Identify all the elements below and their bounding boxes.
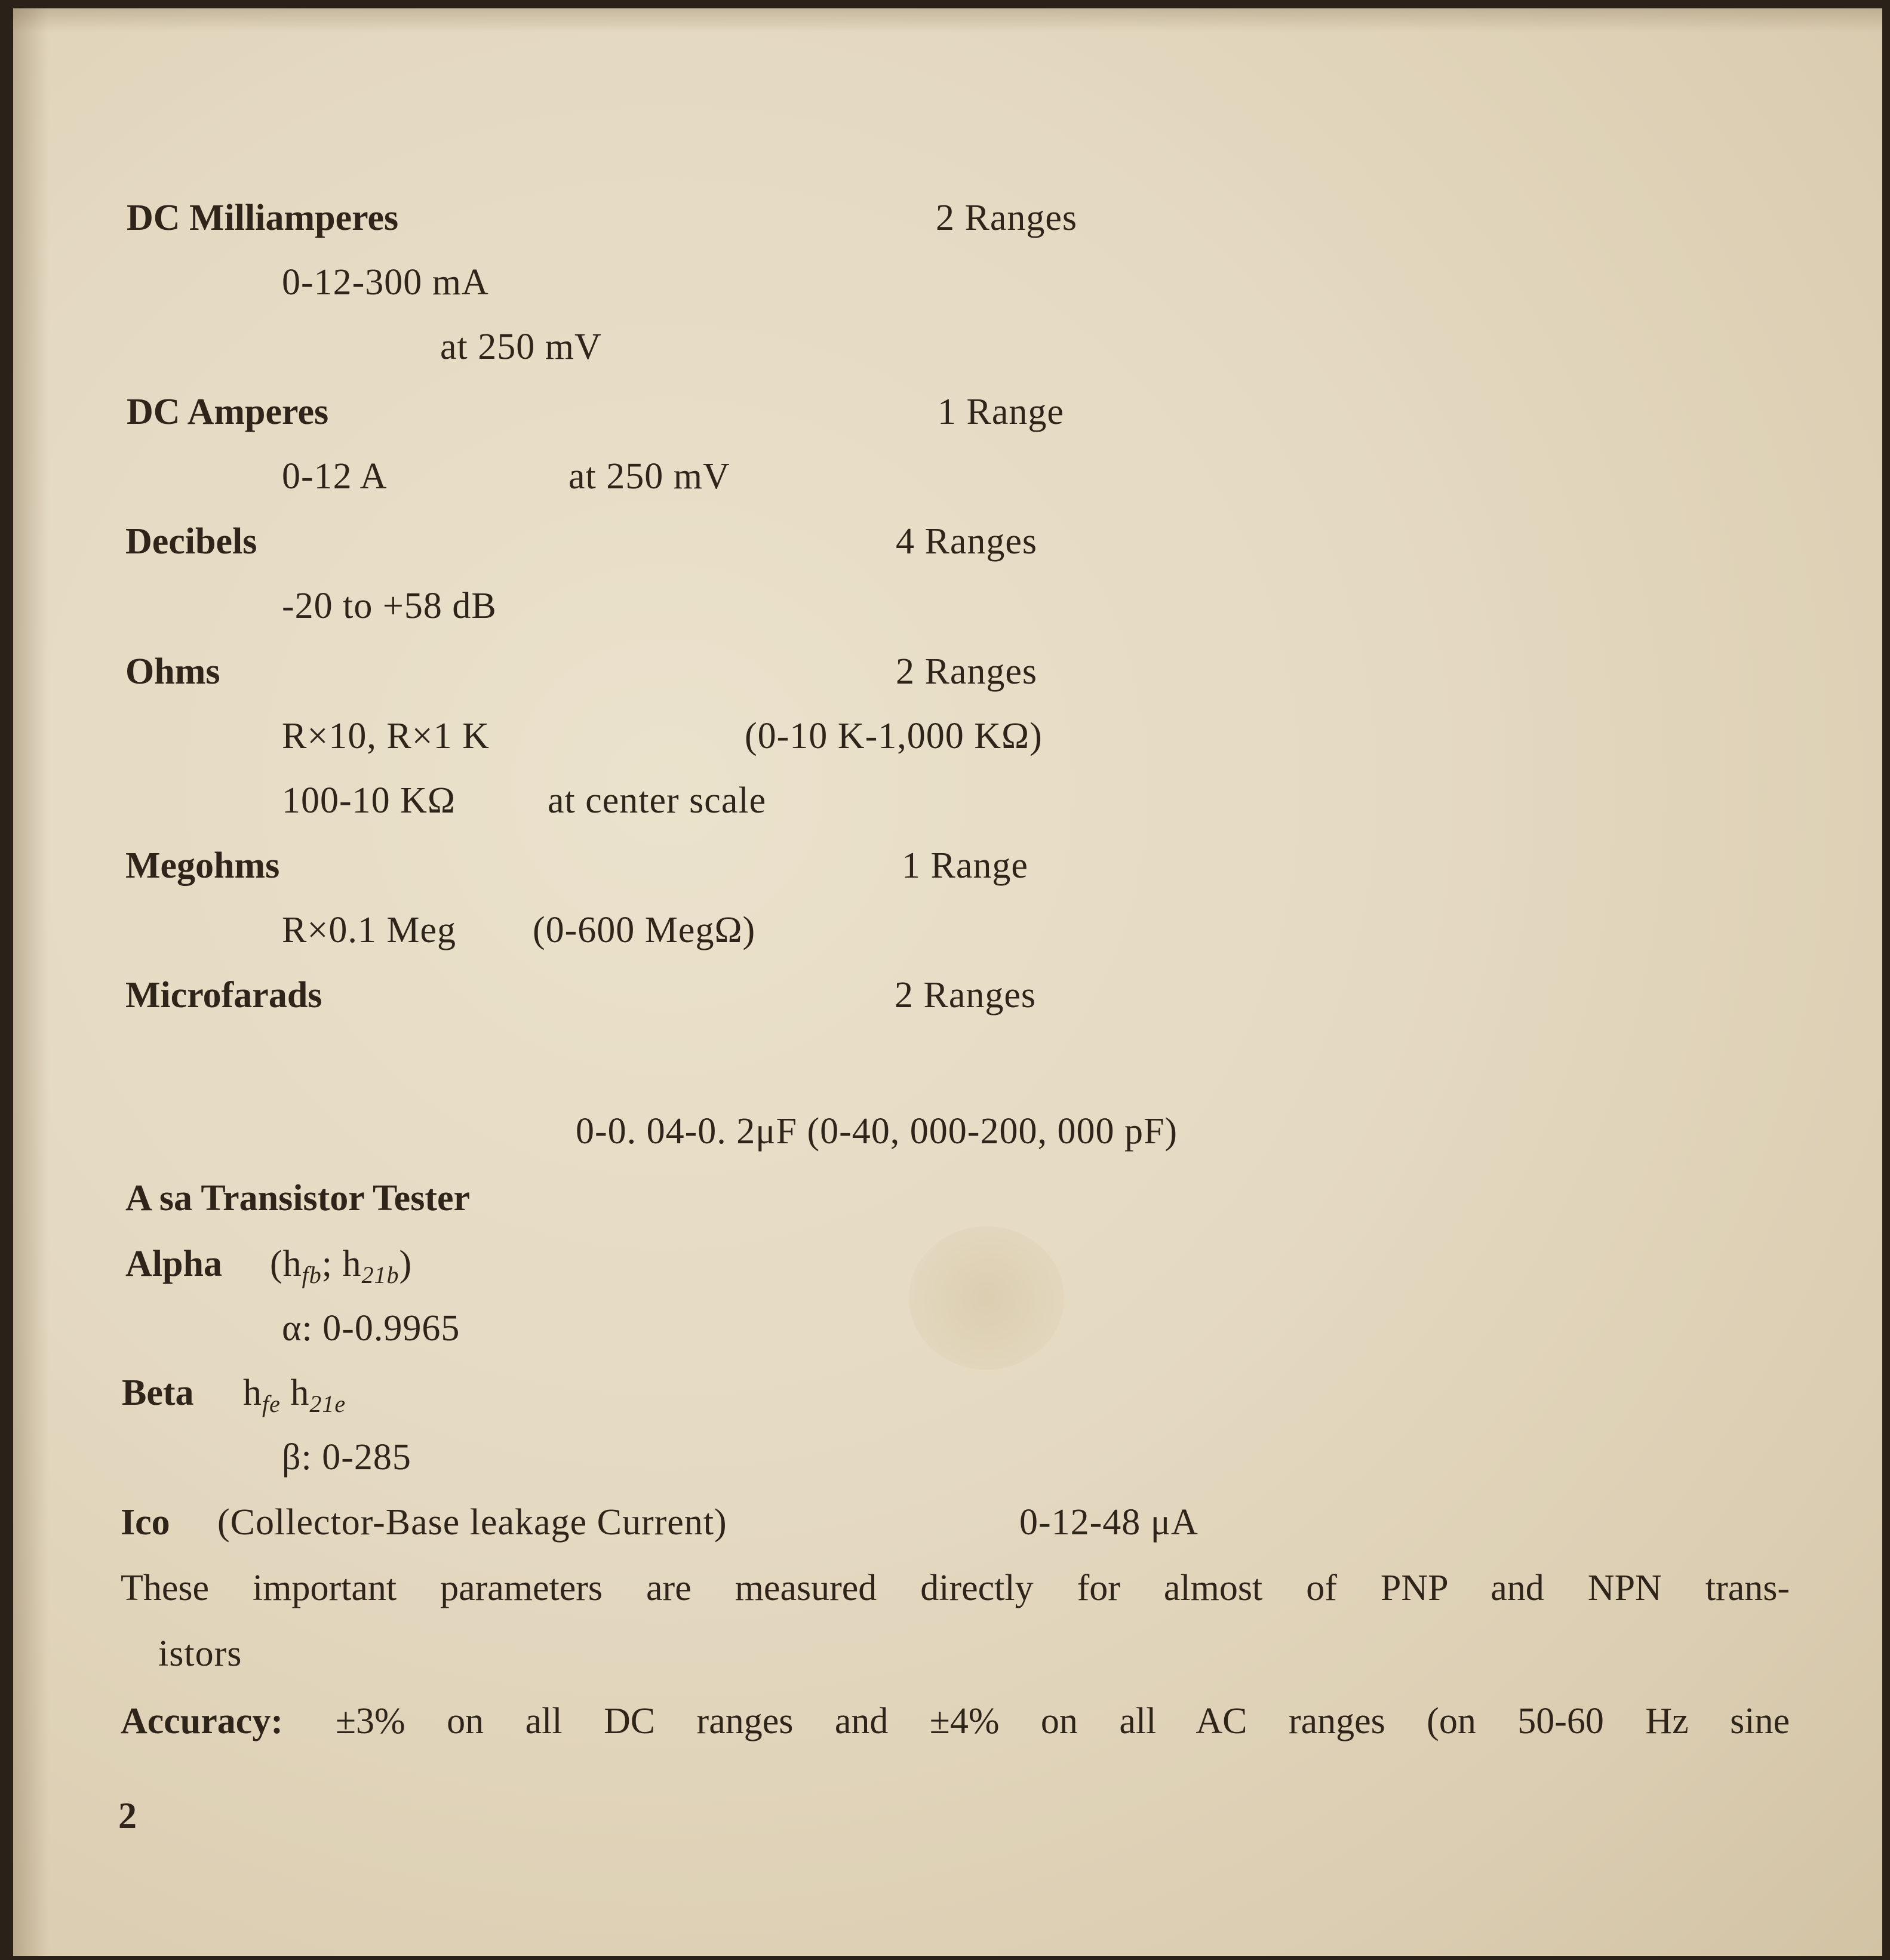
- manual-page: [13, 8, 1882, 1956]
- alpha-label: Alpha: [125, 1244, 222, 1284]
- alpha-formula-open: (h: [270, 1244, 302, 1284]
- transistor-tester-heading: A sa Transistor Tester: [125, 1178, 471, 1219]
- megohms-label: Megohms: [125, 845, 280, 886]
- alpha-formula-close: ): [399, 1244, 413, 1284]
- dc-milliamperes-label: DC Milliamperes: [127, 198, 399, 238]
- decibels-value: -20 to +58 dB: [282, 586, 497, 626]
- transistor-note-line2: istors: [158, 1633, 242, 1674]
- dc-amperes-value: 0-12 A: [282, 456, 388, 497]
- accuracy-text: ±3% on all DC ranges and ±4% on all AC ranges (on 50-60 Hz sine: [336, 1701, 1790, 1741]
- microfarads-value: 0-0. 04-0. 2μF (0-40, 000-200, 000 pF): [576, 1111, 1178, 1152]
- beta-label: Beta: [122, 1373, 194, 1413]
- alpha-formula: [270, 1245, 412, 1287]
- ico-value: 0-12-48 μA: [1019, 1502, 1198, 1543]
- alpha-formula-sub1: fb: [302, 1261, 322, 1288]
- ohms-multipliers: R×10, R×1 K: [282, 716, 490, 756]
- dc-amperes-label: DC Amperes: [127, 392, 329, 432]
- dc-milliamperes-ranges: 2 Ranges: [936, 198, 1078, 238]
- decibels-label: Decibels: [125, 521, 257, 562]
- microfarads-ranges: 2 Ranges: [895, 975, 1037, 1016]
- ohms-label: Ohms: [125, 651, 220, 692]
- beta-formula-h2: h: [280, 1373, 310, 1413]
- dc-milliamperes-value: 0-12-300 mA: [282, 262, 489, 303]
- megohms-ranges: 1 Range: [902, 845, 1028, 886]
- ohms-center-note: at center scale: [548, 780, 767, 821]
- ico-label: Ico: [121, 1502, 170, 1543]
- dc-amperes-condition: at 250 mV: [568, 456, 730, 497]
- page-number: 2: [118, 1796, 137, 1836]
- dc-amperes-ranges: 1 Range: [938, 392, 1064, 432]
- alpha-formula-sub2: 21b: [361, 1261, 399, 1288]
- beta-formula: [243, 1374, 346, 1416]
- decibels-ranges: 4 Ranges: [896, 521, 1038, 562]
- alpha-formula-sep: ; h: [321, 1244, 362, 1284]
- paper-stain: [909, 1226, 1064, 1370]
- microfarads-label: Microfarads: [125, 975, 322, 1016]
- beta-formula-h1: h: [243, 1373, 262, 1413]
- ohms-span: (0-10 K-1,000 KΩ): [745, 716, 1043, 756]
- dc-milliamperes-condition: at 250 mV: [440, 327, 602, 367]
- ico-description: (Collector-Base leakage Current): [217, 1502, 727, 1543]
- alpha-value: α: 0-0.9965: [282, 1308, 460, 1349]
- beta-formula-sub2: 21e: [309, 1390, 346, 1417]
- page-shadow-top: [13, 8, 1882, 32]
- megohms-span: (0-600 MegΩ): [533, 910, 756, 950]
- transistor-note-line1: These important parameters are measured directly for almost of PNP and NPN trans-: [121, 1568, 1790, 1608]
- ohms-center-value: 100-10 KΩ: [282, 780, 456, 821]
- page-shadow-left: [13, 8, 49, 1956]
- ohms-ranges: 2 Ranges: [896, 651, 1038, 692]
- accuracy-label: Accuracy:: [121, 1701, 283, 1741]
- beta-value: β: 0-285: [282, 1437, 411, 1478]
- megohms-multiplier: R×0.1 Meg: [282, 910, 456, 950]
- beta-formula-sub1: fe: [262, 1390, 281, 1417]
